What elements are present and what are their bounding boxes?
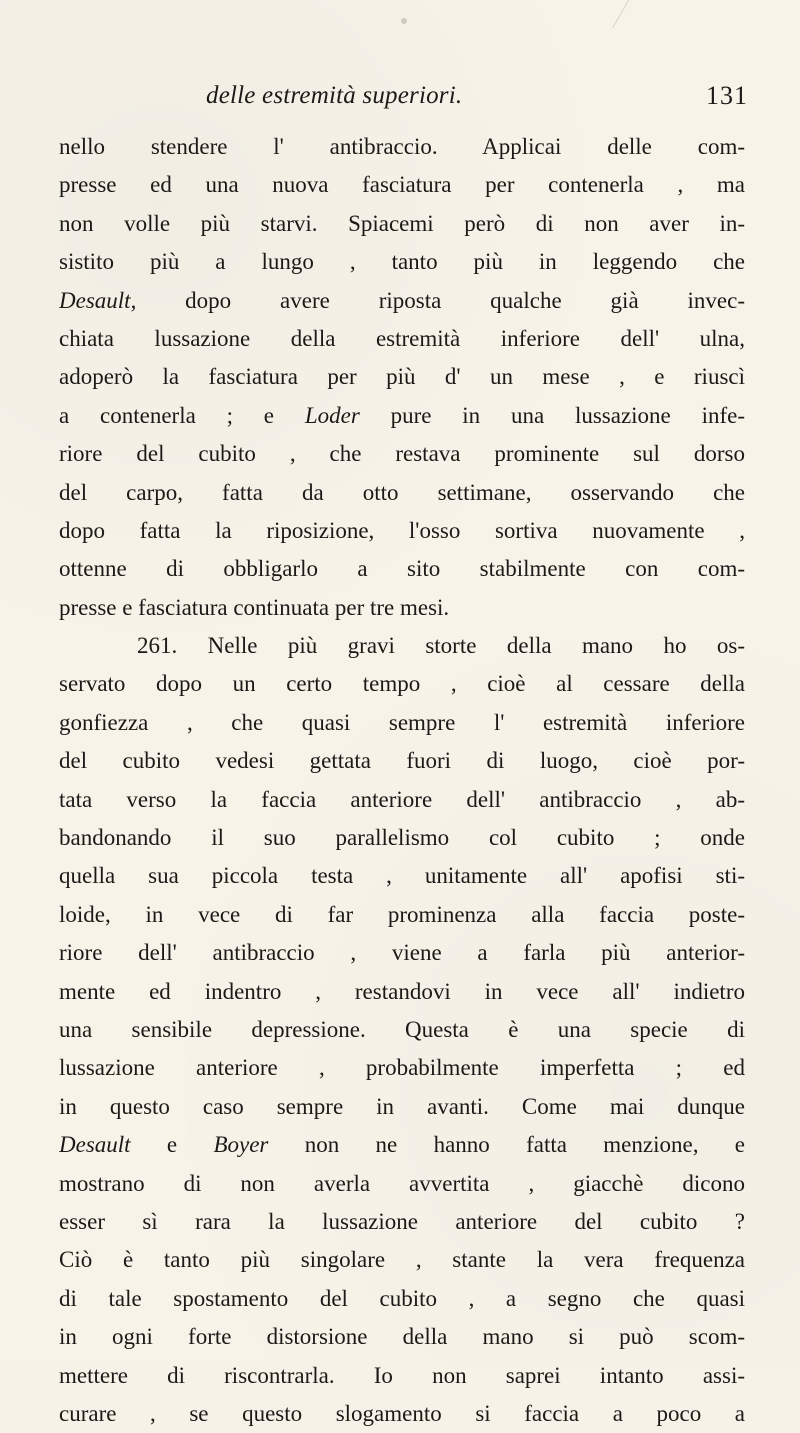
text-line: [59, 627, 745, 665]
text-line: [59, 1357, 745, 1395]
text-segment: curare , se questo slogamento si faccia a poco a: [59, 1400, 745, 1426]
text-line: [59, 1165, 745, 1203]
text-line: [59, 934, 745, 972]
italic-name: Desault: [59, 287, 131, 313]
text-segment: sistito più a lungo , tanto più in leggendo che: [59, 249, 745, 275]
text-segment: riore del cubito , che restava prominente sul dorso: [59, 441, 745, 467]
text-segment: ottenne di obbligarlo a sito stabilmente con com-: [59, 556, 745, 582]
text-line: [59, 358, 745, 396]
text-line: [59, 320, 745, 358]
text-segment: mettere di riscontrarla. Io non saprei intanto assi-: [59, 1362, 745, 1388]
page-crease-line: [612, 0, 698, 29]
italic-name: Boyer: [213, 1132, 269, 1158]
text-line: [59, 512, 745, 550]
text-line: [59, 1395, 745, 1433]
text-line: [59, 166, 745, 204]
text-line: [59, 704, 745, 742]
text-line: [59, 1280, 745, 1318]
text-line: [59, 781, 745, 819]
text-line: [59, 1126, 745, 1164]
text-segment: a contenerla ; e: [59, 402, 305, 428]
text-segment: mente ed indentro , restandovi in vece all' indietro: [59, 978, 745, 1004]
text-line: [59, 128, 745, 166]
text-line: [59, 1011, 745, 1049]
text-line: [59, 589, 745, 627]
text-line: [59, 857, 745, 895]
text-line: [59, 243, 745, 281]
text-segment: , dopo avere riposta qualche già invec-: [130, 287, 745, 313]
text-segment: nello stendere l' antibraccio. Applicai delle com-: [59, 134, 745, 159]
text-line: [59, 282, 745, 320]
text-segment: dopo fatta la riposizione, l'osso sortiva nuovamente ,: [59, 517, 745, 543]
text-segment: gonfiezza , che quasi sempre l' estremità inferiore: [59, 709, 745, 735]
text-segment: di tale spostamento del cubito , a segno che quasi: [59, 1285, 745, 1311]
text-segment: mostrano di non averla avvertita , giacchè dicono: [59, 1170, 745, 1196]
text-line: [59, 819, 745, 857]
text-line: [59, 973, 745, 1011]
text-segment: tata verso la faccia anteriore dell' antibraccio , ab-: [59, 786, 745, 812]
text-segment: del carpo, fatta da otto settimane, osservando che: [59, 479, 745, 505]
text-line: [59, 397, 745, 435]
text-line: [59, 1088, 745, 1126]
text-segment: non volle più starvi. Spiacemi però di non aver in-: [59, 210, 745, 236]
italic-name: Desault: [59, 1132, 131, 1158]
text-segment: del cubito vedesi gettata fuori di luogo, cioè por-: [59, 748, 745, 774]
text-segment: in ogni forte distorsione della mano si può scom-: [59, 1324, 745, 1350]
text-segment: e: [130, 1132, 214, 1158]
text-segment: servato dopo un certo tempo , cioè al cessare della: [59, 671, 745, 697]
text-line: [59, 474, 745, 512]
text-line: [59, 1318, 745, 1356]
text-line: [59, 205, 745, 243]
text-line: [59, 1049, 745, 1087]
text-segment: una sensibile depressione. Questa è una specie di: [59, 1016, 745, 1042]
text-line: [59, 1241, 745, 1279]
text-segment: Ciò è tanto più singolare , stante la vera frequenza: [59, 1247, 745, 1273]
text-segment: chiata lussazione della estremità inferiore dell' ulna,: [59, 325, 745, 351]
text-segment: esser sì rara la lussazione anteriore del cubito ?: [59, 1208, 745, 1234]
text-segment: presse e fasciatura continuata per tre mesi.: [59, 594, 450, 620]
text-segment: pure in una lussazione infe-: [359, 402, 745, 428]
text-segment: in questo caso sempre in avanti. Come mai dunque: [59, 1093, 745, 1119]
text-segment: non ne hanno fatta menzione, e: [268, 1132, 745, 1158]
text-line: [59, 550, 745, 588]
running-head: delle estremità superiori.: [206, 82, 463, 109]
paper-spot: [401, 18, 407, 24]
text-segment: 261. Nelle più gravi storte della mano ho os-: [137, 633, 745, 659]
text-segment: riore dell' antibraccio , viene a farla più anterior-: [59, 940, 745, 966]
text-line: [59, 435, 745, 473]
italic-name: Loder: [304, 402, 360, 428]
text-segment: adoperò la fasciatura per più d' un mese , e riuscì: [59, 364, 745, 390]
text-line: [59, 742, 745, 780]
text-line: [59, 1203, 745, 1241]
text-segment: lussazione anteriore , probabilmente imperfetta ; ed: [59, 1055, 745, 1081]
page-header: [206, 82, 756, 122]
text-segment: quella sua piccola testa , unitamente all' apofisi sti-: [59, 863, 745, 889]
text-segment: loide, in vece di far prominenza alla faccia poste-: [59, 901, 745, 927]
text-line: [59, 665, 745, 703]
page-number: 131: [706, 81, 748, 110]
text-segment: bandonando il suo parallelismo col cubito ; onde: [59, 825, 745, 851]
text-segment: presse ed una nuova fasciatura per contenerla , ma: [59, 172, 745, 198]
body-text: [59, 128, 745, 1433]
text-line: [59, 896, 745, 934]
